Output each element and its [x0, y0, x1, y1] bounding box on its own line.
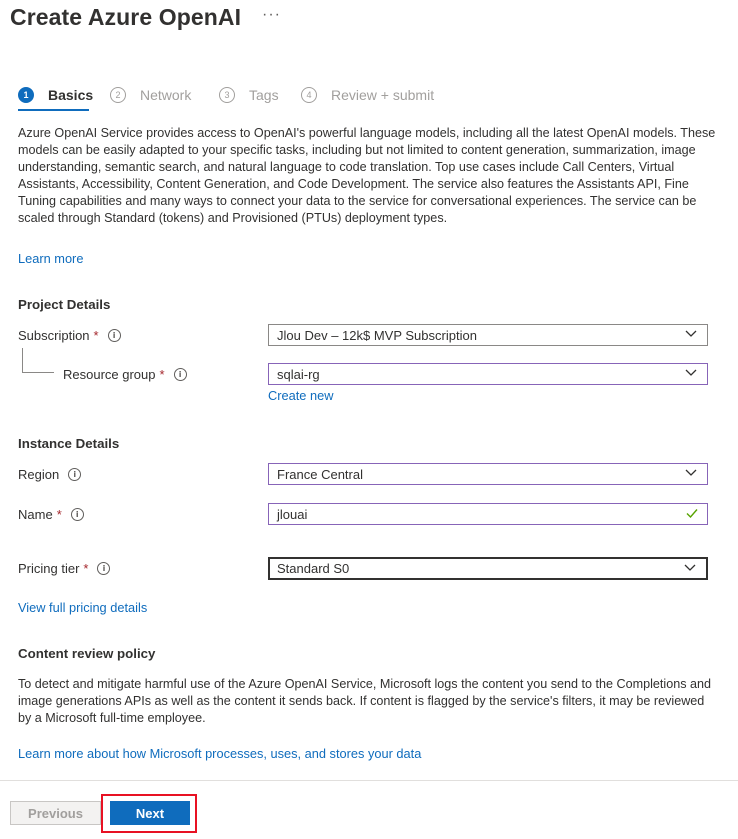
subscription-dropdown[interactable] — [268, 324, 708, 346]
step-number-icon: 3 — [219, 87, 235, 103]
resource-group-dropdown[interactable] — [268, 363, 708, 385]
step-number-icon: 1 — [18, 87, 34, 103]
info-icon[interactable]: i — [68, 468, 81, 481]
region-dropdown[interactable] — [268, 463, 708, 485]
page-title: Create Azure OpenAI — [10, 4, 242, 30]
content-review-heading: Content review policy — [18, 646, 156, 661]
pricing-tier-label — [18, 561, 110, 576]
info-icon[interactable]: i — [174, 368, 187, 381]
tab-tags[interactable] — [219, 85, 279, 105]
checkmark-icon — [685, 506, 699, 520]
chevron-down-icon — [684, 564, 696, 572]
active-tab-indicator — [18, 109, 89, 111]
subscription-label — [18, 328, 121, 343]
pricing-details-link[interactable]: View full pricing details — [18, 600, 148, 615]
chevron-down-icon — [685, 330, 697, 338]
pricing-tier-dropdown[interactable] — [268, 557, 708, 580]
name-value: jlouai — [277, 506, 308, 522]
chevron-down-icon — [685, 469, 697, 477]
region-label-text: Region — [18, 467, 60, 482]
tab-basics[interactable] — [18, 85, 93, 105]
project-details-heading: Project Details — [18, 297, 111, 312]
required-mark: * — [159, 367, 165, 382]
resource-group-value: sqlai-rg — [277, 366, 320, 382]
tab-label: Basics — [48, 87, 94, 103]
region-value: France Central — [277, 466, 363, 482]
subscription-label-text: Subscription — [18, 328, 90, 343]
content-review-text: To detect and mitigate harmful use of the Azure OpenAI Service, Microsoft logs the content you send to the Completions and image generations APIs as well as the content it sends back. If content is flagged by the service's filters, it may be reviewed by a Microsoft full-time employee. — [18, 677, 712, 725]
next-button-highlight — [101, 794, 197, 833]
region-label — [18, 467, 81, 482]
tree-connector — [22, 348, 23, 372]
data-privacy-link[interactable]: Learn more about how Microsoft processes, uses, and stores your data — [18, 746, 422, 761]
footer-divider — [0, 780, 738, 781]
tab-label: Tags — [249, 87, 279, 103]
more-options-icon[interactable]: ··· — [262, 6, 281, 23]
tab-label: Review + submit — [331, 87, 435, 103]
resource-group-label — [63, 367, 187, 382]
service-description: Azure OpenAI Service provides access to OpenAI's powerful language models, including all the latest OpenAI models. These models can be easily adapted to your specific tasks, including but not limited to content generation, summarization, image understanding, semantic search, and natural language to code translation. Top use cases include Call Centers, Virtual Assistants, Accessibility, Content Generation, and Code Development. The service also features the Assistants API, Fine Tuning capabilities and many ways to connect your data to the service for conversational experiences. The service can be scaled through Standard (tokens) and Provisioned (PTUs) deployment types. — [18, 126, 716, 225]
name-label — [18, 507, 84, 522]
name-label-text: Name — [18, 507, 53, 522]
tab-review-submit[interactable] — [301, 85, 434, 105]
tab-label: Network — [140, 87, 192, 103]
chevron-down-icon — [685, 369, 697, 377]
info-icon[interactable]: i — [108, 329, 121, 342]
required-mark: * — [83, 561, 89, 576]
previous-button[interactable]: Previous — [10, 801, 101, 825]
tree-connector — [22, 372, 54, 373]
name-input[interactable] — [268, 503, 708, 525]
required-mark: * — [93, 328, 99, 343]
step-number-icon: 2 — [110, 87, 126, 103]
subscription-value: Jlou Dev – 12k$ MVP Subscription — [277, 327, 477, 343]
info-icon[interactable]: i — [71, 508, 84, 521]
pricing-tier-label-text: Pricing tier — [18, 561, 80, 576]
instance-details-heading: Instance Details — [18, 436, 120, 451]
info-icon[interactable]: i — [97, 562, 110, 575]
resource-group-label-text: Resource group — [63, 367, 156, 382]
create-new-link[interactable]: Create new — [268, 388, 334, 403]
learn-more-link[interactable]: Learn more — [18, 251, 84, 266]
next-button[interactable]: Next — [110, 801, 190, 825]
required-mark: * — [56, 507, 62, 522]
pricing-tier-value: Standard S0 — [277, 561, 350, 576]
step-number-icon: 4 — [301, 87, 317, 103]
tab-network[interactable] — [110, 85, 191, 105]
